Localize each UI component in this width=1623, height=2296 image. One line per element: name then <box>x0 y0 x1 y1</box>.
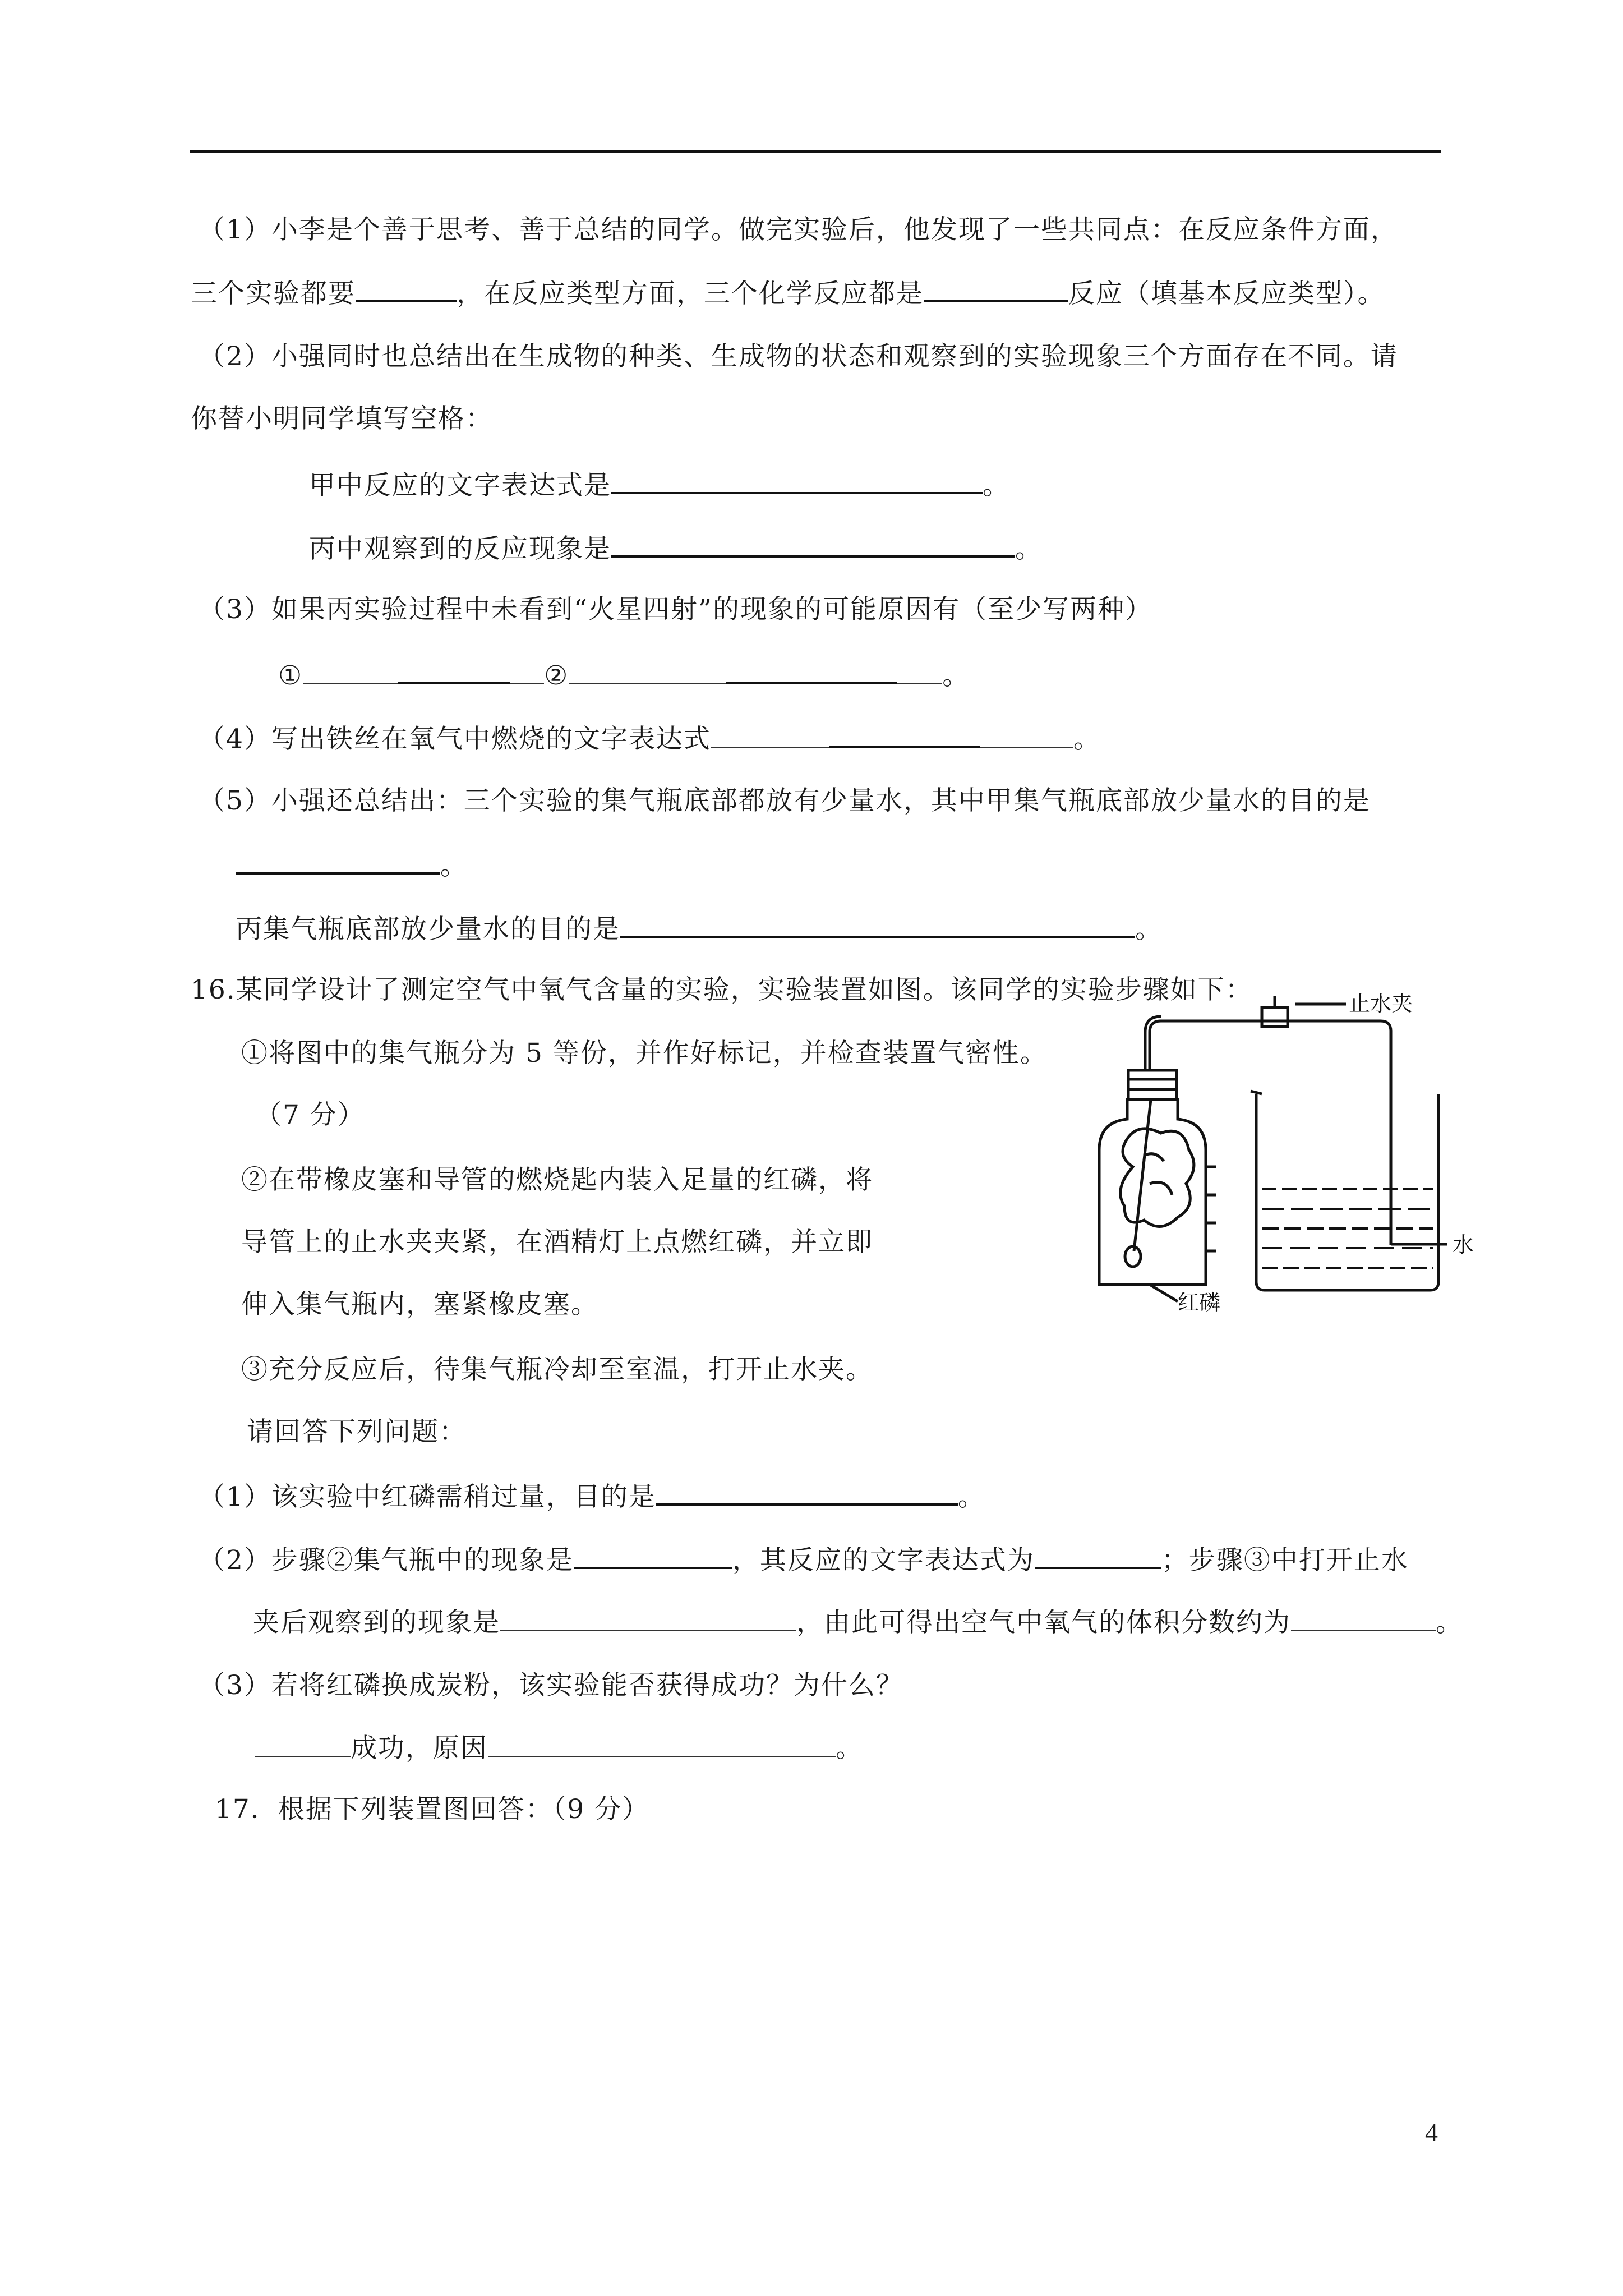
q15-part4: （4）写出铁丝在氧气中燃烧的文字表达式 。 <box>199 721 1101 756</box>
q16-step2-line3: 伸入集气瓶内，塞紧橡皮塞。 <box>241 1289 598 1320</box>
answer-blank[interactable] <box>656 1479 958 1506</box>
q16-score: （7 分） <box>255 1099 365 1130</box>
q15-part1-line2: 三个实验都要 ，在反应类型方面，三个化学反应都是 反应（填基本反应类型）。 <box>191 275 1385 311</box>
q15-part2-line3: 甲中反应的文字表达式是 。 <box>309 467 1010 503</box>
answer-blank[interactable] <box>255 1731 351 1757</box>
label-red-phosphorus: 红磷 <box>1178 1290 1221 1315</box>
answer-blank[interactable] <box>829 721 980 748</box>
header-rule <box>190 150 1441 153</box>
q16-step2-line2: 导管上的止水夹夹紧，在酒精灯上点燃红磷，并立即 <box>241 1227 873 1258</box>
q16-step2-line1: ②在带橡皮塞和导管的燃烧匙内装入足量的红磷，将 <box>241 1165 873 1195</box>
answer-blank[interactable] <box>303 659 398 684</box>
q15-part5-line1: （5）小强还总结出：三个实验的集气瓶底部都放有少量水，其中甲集气瓶底部放少量水的目的是 <box>199 785 1371 816</box>
q16-answer2-line1: （2）步骤②集气瓶中的现象是 ，其反应的文字表达式为 ；步骤③中打开止水 <box>199 1542 1409 1577</box>
q15-part2-line4: 丙中观察到的反应现象是 。 <box>309 531 1043 566</box>
q16-step1: ①将图中的集气瓶分为 5 等份，并作好标记，并检查装置气密性。 <box>241 1038 1048 1069</box>
q15-part3-line1: （3）如果丙实验过程中未看到“火星四射”的现象的可能原因有（至少写两种） <box>199 594 1152 625</box>
answer-blank[interactable] <box>488 1731 836 1757</box>
q17-heading: 17．根据下列装置图回答：（9 分） <box>215 1794 650 1825</box>
label-water-clamp: 止水夹 <box>1349 991 1413 1016</box>
answer-blank[interactable] <box>236 848 440 875</box>
answer-blank[interactable] <box>569 659 726 684</box>
q15-part1-line1: （1）小李是个善于思考、善于总结的同学。做完实验后，他发现了一些共同点：在反应条件方面， <box>199 214 1398 245</box>
answer-blank[interactable] <box>1291 1605 1436 1631</box>
q16-intro: 16.某同学设计了测定空气中氧气含量的实验，实验装置如图。该同学的实验步骤如下： <box>191 974 1253 1005</box>
rubber-stopper <box>1128 1070 1177 1099</box>
answer-blank[interactable] <box>1035 1542 1161 1569</box>
answer-blank[interactable] <box>726 657 897 684</box>
water-clamp <box>1262 1007 1288 1027</box>
answer-blank[interactable] <box>500 1605 796 1631</box>
answer-blank[interactable] <box>611 467 983 494</box>
page-number: 4 <box>1425 2118 1438 2147</box>
answer-blank[interactable] <box>924 275 1068 302</box>
q16-ask: 请回答下列问题： <box>247 1416 467 1447</box>
white-smoke <box>1121 1129 1194 1226</box>
label-water: 水 <box>1453 1232 1474 1257</box>
answer-blank[interactable] <box>611 531 1015 558</box>
q15-part5-line2: 。 <box>236 848 468 883</box>
answer-blank[interactable] <box>711 722 829 748</box>
water-level <box>1262 1189 1433 1268</box>
answer-blank[interactable] <box>980 722 1073 748</box>
q16-answer3-line2: 成功，原因 。 <box>255 1731 863 1765</box>
answer-blank[interactable] <box>897 659 942 684</box>
answer-blank[interactable] <box>620 911 1135 938</box>
q16-answer3-line1: （3）若将红磷换成炭粉，该实验能否获得成功？为什么？ <box>199 1670 903 1701</box>
q15-part3-line2: ① ② 。 <box>278 657 970 693</box>
apparatus-figure <box>1094 991 1486 1315</box>
answer-blank[interactable] <box>510 659 544 684</box>
answer-blank[interactable] <box>574 1542 732 1569</box>
q16-answer1: （1）该实验中红磷需稍过量，目的是 。 <box>199 1479 985 1514</box>
q16-step3: ③充分反应后，待集气瓶冷却至室温，打开止水夹。 <box>241 1354 873 1385</box>
q16-answer2-line2: 夹后观察到的现象是 ，由此可得出空气中氧气的体积分数约为 。 <box>253 1605 1463 1640</box>
beaker <box>1256 1094 1438 1290</box>
q15-part2-line1: （2）小强同时也总结出在生成物的种类、生成物的状态和观察到的实验现象三个方面存在不同。请 <box>199 341 1398 372</box>
answer-blank[interactable] <box>356 275 457 302</box>
q15-part5-line3: 丙集气瓶底部放少量水的目的是 。 <box>236 911 1163 946</box>
q15-part2-line2: 你替小明同学填写空格： <box>191 403 493 434</box>
answer-blank[interactable] <box>398 657 510 684</box>
